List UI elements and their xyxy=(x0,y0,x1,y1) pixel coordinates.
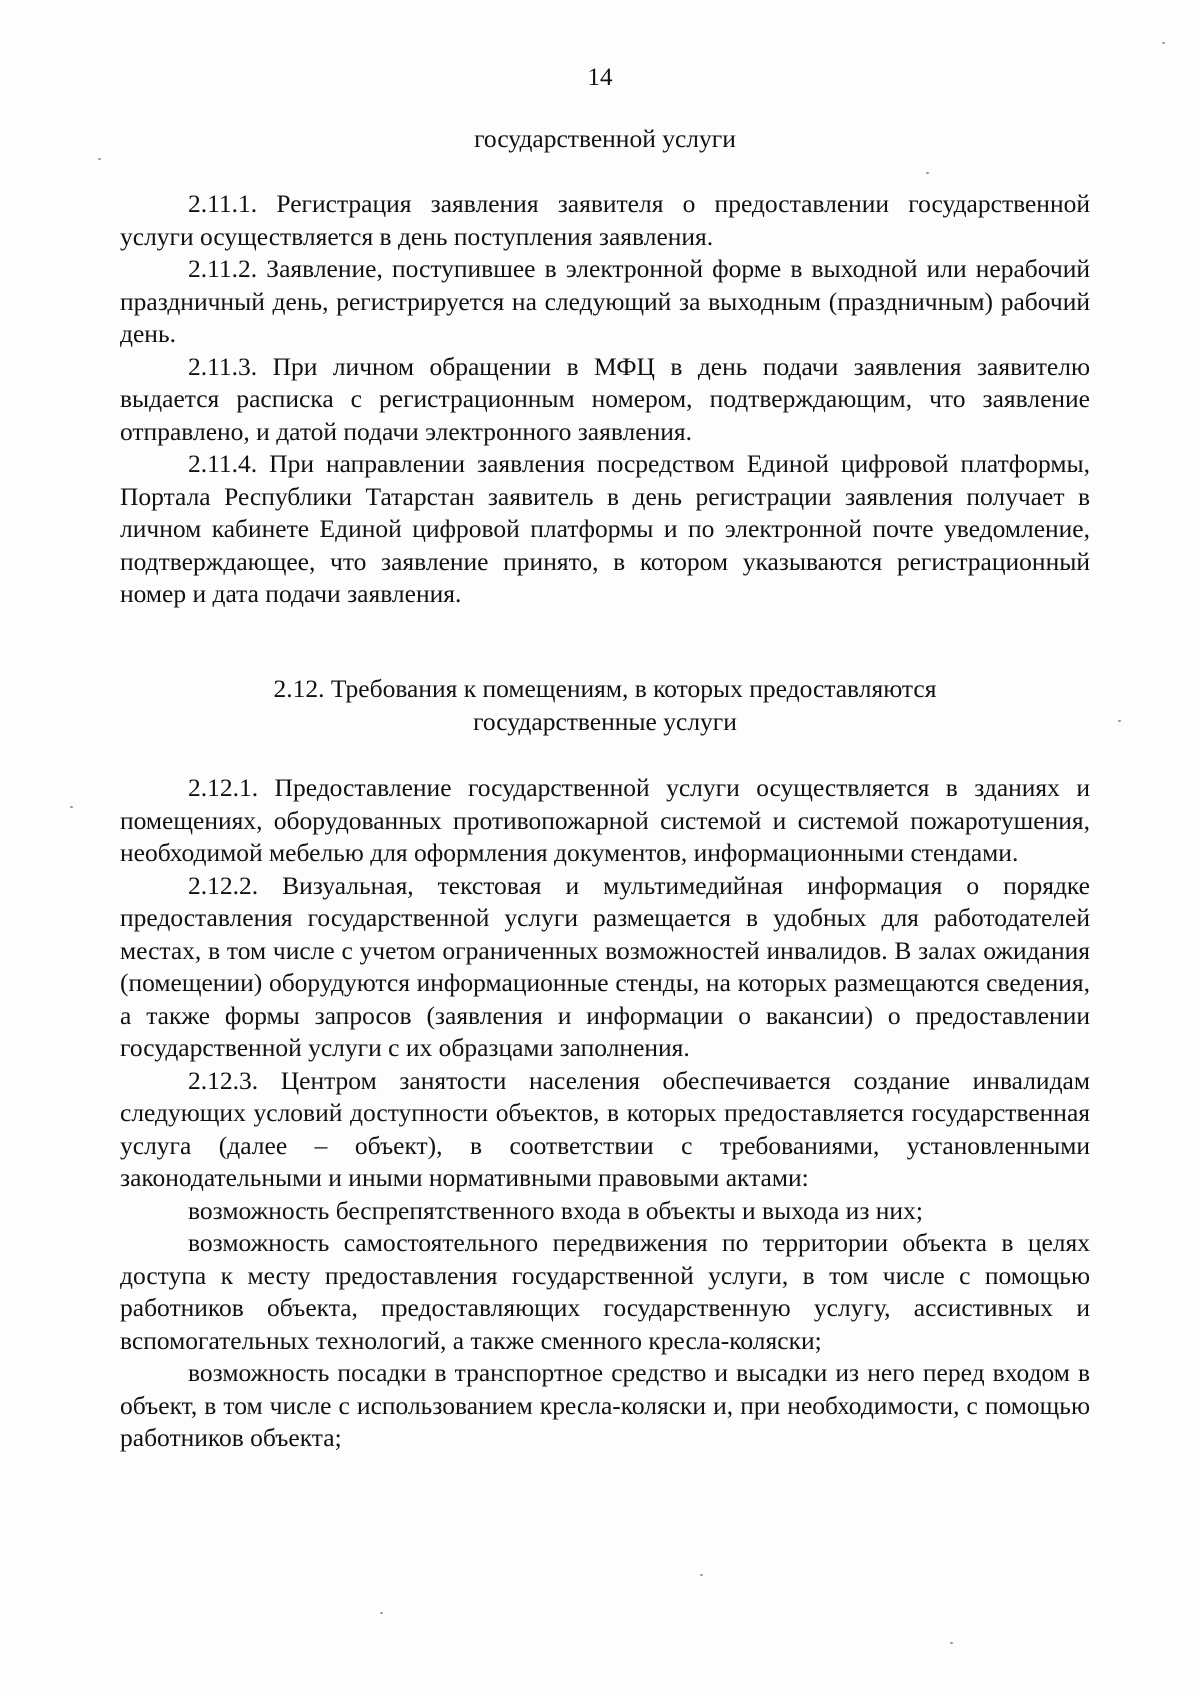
paragraph-2-11-4: 2.11.4. При направлении заявления посредством Единой цифровой платформы, Портала Республики Татарстан заявитель в день регистрации заявления получает в личном кабинете Единой цифровой платформы и по электронной почте уведомление, подтверждающее, что заявление принято, в котором указываются регистрационный номер и дата подачи заявления. xyxy=(120,449,1090,608)
section-heading-line-1: 2.12. Требования к помещениям, в которых предоставляются xyxy=(273,674,937,703)
list-item-boarding: возможность посадки в транспортное средство и высадки из него перед входом в объект, в том числе с использованием кресла-коляски и, при необходимости, с помощью работников объекта; xyxy=(120,1358,1090,1452)
list-item-movement: возможность самостоятельного передвижения по территории объекта в целях доступа к месту предоставления государственной услуги, в том числе с помощью работников объекта, предоставляющих государственную услугу, ассистивных и вспомогательных технологий, а также сменного кресла-коляски; xyxy=(120,1228,1090,1355)
scan-speck xyxy=(70,806,73,808)
paragraph-2-12-1: 2.12.1. Предоставление государственной услуги осуществляется в зданиях и помещениях, оборудованных противопожарной системой и системой пожаротушения, необходимой мебелью для оформления документов, информационными стендами. xyxy=(120,773,1090,867)
scan-speck xyxy=(380,1612,383,1614)
scan-speck xyxy=(1118,720,1121,722)
scan-speck xyxy=(926,172,929,174)
section-2-11 xyxy=(120,188,1090,611)
paragraph-2-12-2: 2.12.2. Визуальная, текстовая и мультимедийная информация о порядке предоставления государственной услуги размещается в удобных для работодателей местах, в том числе с учетом ограниченных возможностей инвалидов. В залах ожидания (помещении) оборудуются информационные стенды, на которых размещаются сведения, а также формы запросов (заявления и информации о вакансии) о предоставлении государственной услуги с их образцами заполнения. xyxy=(120,870,1090,1062)
paragraph-2-12-3: 2.12.3. Центром занятости населения обеспечивается создание инвалидам следующих условий доступности объектов, в которых предоставляется государственная услуга (далее – объект), в соответствии с требованиями, установленными законодательными и иными нормативными правовыми актами: xyxy=(120,1065,1090,1192)
scan-speck xyxy=(700,1574,703,1576)
continued-heading: государственной услуги xyxy=(474,124,736,153)
section-2-12-heading xyxy=(120,673,1090,738)
continued-heading-block xyxy=(120,123,1090,156)
paragraph-2-11-3: 2.11.3. При личном обращении в МФЦ в день подачи заявления заявителю выдается расписка с регистрационным номером, подтверждающим, что заявление отправлено, и датой подачи электронного заявления. xyxy=(120,351,1090,446)
section-heading-line-2: государственные услуги xyxy=(473,706,737,736)
paragraph-2-11-2: 2.11.2. Заявление, поступившее в электронной форме в выходной или нерабочий праздничный день, регистрируется на следующий за выходным (праздничным) рабочий день. xyxy=(120,254,1090,348)
list-item-entrance: возможность беспрепятственного входа в объекты и выхода из них; xyxy=(188,1195,923,1225)
scan-speck xyxy=(950,1642,953,1644)
scan-speck xyxy=(98,158,101,160)
section-2-12 xyxy=(120,772,1090,1455)
paragraph-2-11-1: 2.11.1. Регистрация заявления заявителя о предоставлении государственной услуги осуществляется в день поступления заявления. xyxy=(120,189,1090,251)
scan-speck xyxy=(1162,42,1165,44)
page-number: 14 xyxy=(587,64,613,91)
